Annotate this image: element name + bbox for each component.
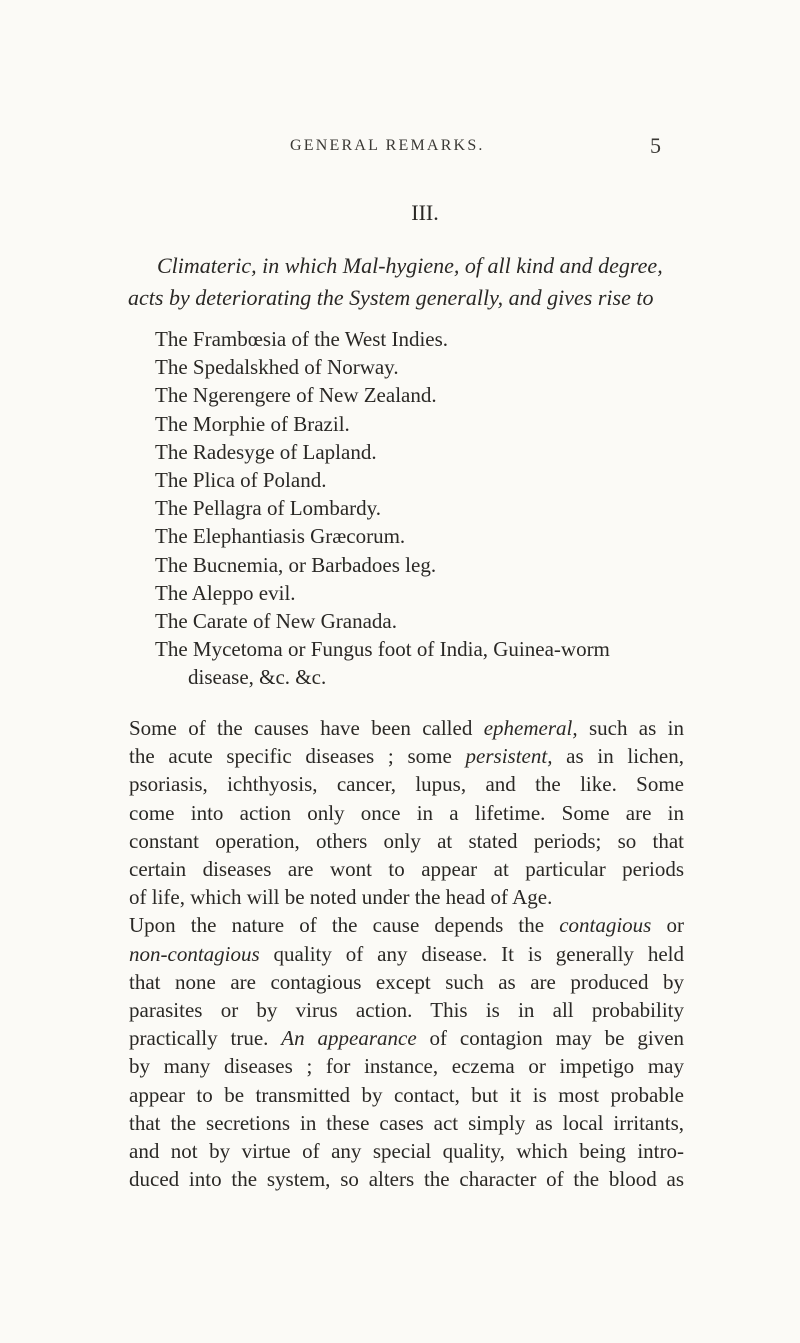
list-item: The Ngerengere of New Zealand. bbox=[155, 383, 437, 408]
subtitle-line: Climateric, in which Mal-hygiene, of all kind and degree, bbox=[157, 253, 663, 278]
text-line: certain diseases are wont to appear at particular periods bbox=[129, 857, 684, 882]
text-run: Some of the causes have been called bbox=[129, 716, 484, 740]
list-item: The Frambœsia of the West Indies. bbox=[155, 327, 449, 351]
text-line bbox=[129, 940, 684, 968]
text-line: psoriasis, ichthyosis, cancer, lupus, and the like. Some bbox=[129, 772, 684, 797]
text-line: duced into the system, so alters the character of the blood as bbox=[129, 1167, 684, 1192]
page-number: 5 bbox=[650, 133, 661, 158]
text-run: the acute specific diseases ; some bbox=[129, 744, 466, 769]
list-item: The Bucnemia, or Barbadoes leg. bbox=[155, 552, 437, 577]
list-item: The Mycetoma or Fungus foot of India, Guinea-worm bbox=[155, 637, 610, 662]
section-subtitle bbox=[128, 250, 688, 314]
continuation-text: disease, &c. &c. bbox=[188, 665, 327, 690]
text-line: that none are contagious except such as are produced by bbox=[129, 969, 684, 994]
text-line bbox=[129, 714, 684, 742]
list-item: The Elephantiasis Græcorum. bbox=[155, 524, 406, 549]
list-item: The Aleppo evil. bbox=[155, 580, 296, 605]
text-line bbox=[129, 1024, 684, 1052]
text-line: by many diseases ; for instance, eczema or impetigo may bbox=[129, 1054, 684, 1079]
running-head bbox=[0, 133, 800, 163]
text-line: appear to be transmitted by contact, but it is most probable bbox=[129, 1082, 684, 1107]
text-line bbox=[129, 742, 684, 770]
emphasis-text: contagious bbox=[559, 913, 652, 938]
text-run: as in lichen, bbox=[552, 744, 684, 769]
text-line: parasites or by virus action. This is in all probability bbox=[129, 998, 684, 1023]
text-run: of contagion may be given bbox=[416, 1026, 685, 1051]
text-line: constant operation, others only at stated periods; so that bbox=[129, 828, 684, 853]
text-line: of life, which will be noted under the head of Age. bbox=[129, 885, 553, 910]
paragraph-contagion bbox=[129, 911, 684, 1193]
text-run: Upon the nature of the cause depends the bbox=[129, 913, 560, 938]
disease-list bbox=[155, 325, 715, 692]
running-title: GENERAL REMARKS. bbox=[290, 137, 485, 154]
text-run: quality of any disease. It is generally held bbox=[259, 941, 684, 966]
text-run: practically true. bbox=[129, 1026, 282, 1051]
emphasis-text: ephemeral, bbox=[483, 716, 578, 740]
text-run: such as in bbox=[577, 716, 684, 740]
list-item: The Carate of New Granada. bbox=[155, 609, 397, 634]
body-text bbox=[129, 714, 684, 1193]
list-item: The Spedalskhed of Norway. bbox=[155, 355, 399, 380]
emphasis-text: persistent, bbox=[465, 744, 553, 769]
emphasis-text: non-contagious bbox=[129, 941, 260, 966]
list-item-continuation bbox=[155, 663, 715, 691]
list-item: The Plica of Poland. bbox=[155, 468, 327, 493]
list-item: The Radesyge of Lapland. bbox=[155, 439, 377, 464]
emphasis-text: An appearance bbox=[281, 1026, 417, 1051]
text-line: and not by virtue of any special quality, which being intro- bbox=[129, 1139, 684, 1164]
subtitle-line: acts by deteriorating the System generally, and gives rise to bbox=[128, 285, 654, 310]
text-line bbox=[129, 911, 684, 939]
section-number: III. bbox=[411, 200, 439, 225]
text-line: that the secretions in these cases act simply as local irritants, bbox=[129, 1110, 684, 1135]
list-item: The Morphie of Brazil. bbox=[155, 411, 350, 436]
text-line: come into action only once in a lifetime. Some are in bbox=[129, 800, 684, 825]
list-item: The Pellagra of Lombardy. bbox=[155, 496, 382, 521]
paragraph-causes bbox=[129, 714, 684, 911]
text-run: or bbox=[651, 913, 684, 938]
